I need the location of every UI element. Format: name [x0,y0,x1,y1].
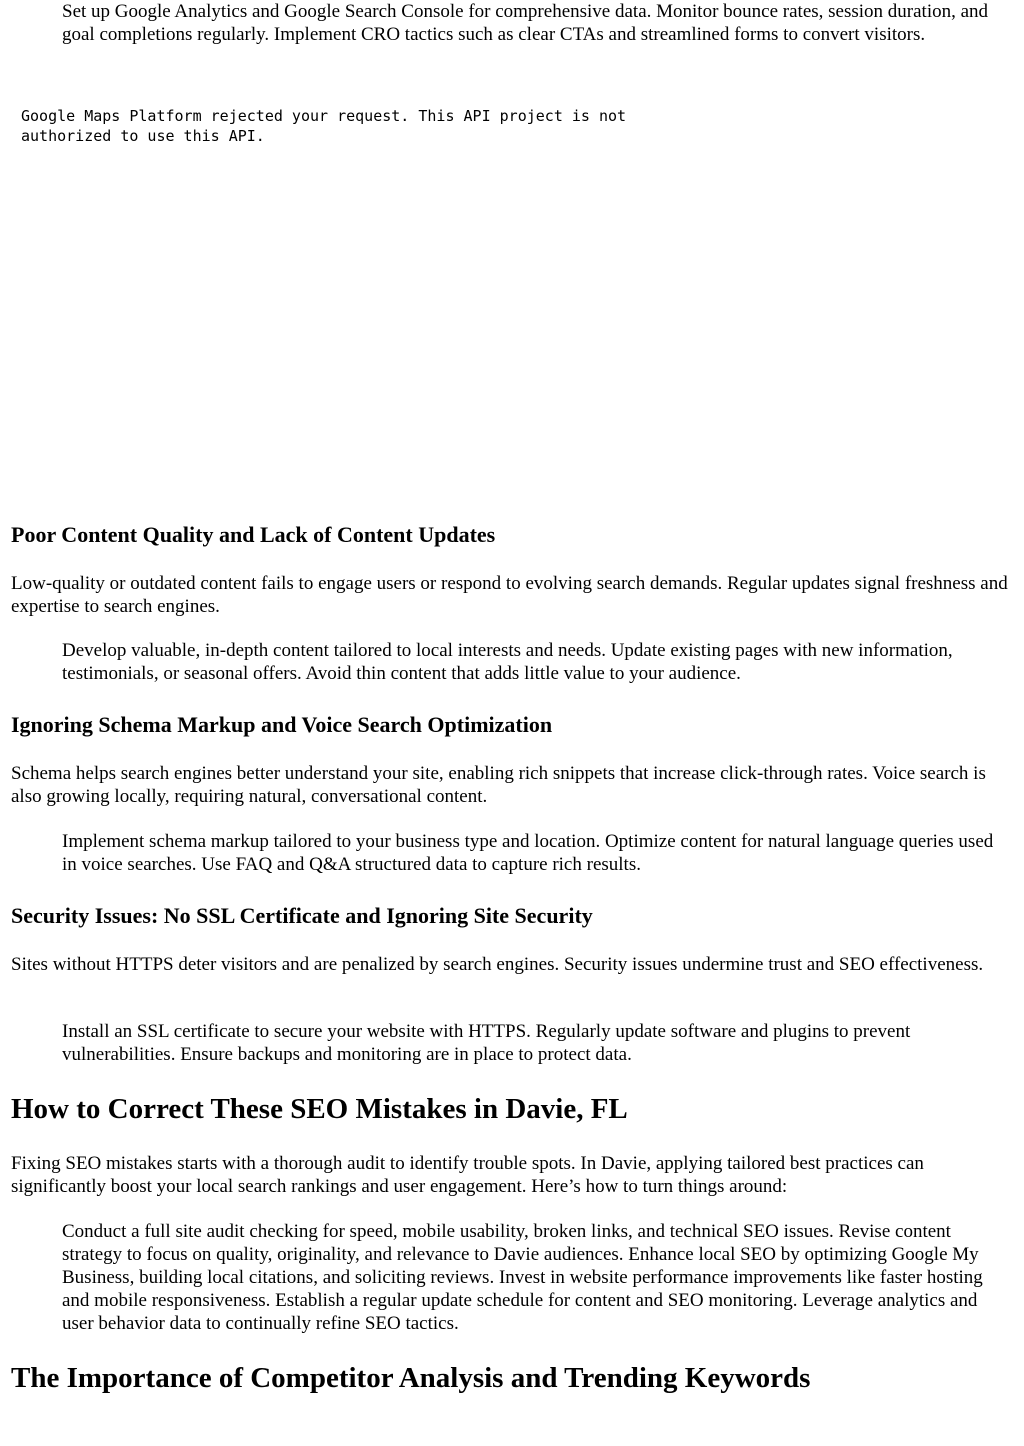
competitor-heading: The Importance of Competitor Analysis and Trending Keywords [11,1362,811,1394]
content-quality-tips: Develop valuable, in-depth content tailored to local interests and needs. Update existing pages with new information, testimonials, or seasonal offers. Avoid thin content that adds little value to your audience. [62,640,953,684]
correction-tips: Conduct a full site audit checking for speed, mobile usability, broken links, and technical SEO issues. Revise content strategy to focus on quality, originality, and relevance to Davie audiences. Enhance local SEO by optimizing Google My Business, building local citations, and soliciting reviews. Invest in website performance improvements like faster hosting and mobile responsiveness. Establish a regular update schedule for content and SEO monitoring. Leverage analytics and user behavior data to continually refine SEO tactics. [62,1221,983,1334]
correction-heading: How to Correct These SEO Mistakes in Davie, FL [11,1093,628,1125]
content-quality-heading: Poor Content Quality and Lack of Content Updates [11,522,496,547]
map-embed[interactable] [11,96,1009,496]
schema-heading: Ignoring Schema Markup and Voice Search Optimization [11,712,553,737]
security-tips: Install an SSL certificate to secure your website with HTTPS. Regularly update software and plugins to prevent vulnerabilities. Ensure backups and monitoring are in place to protect data. [62,1021,911,1065]
content-quality-body: Low-quality or outdated content fails to engage users or respond to evolving search demands. Regular updates signal freshness and expertise to search engines. [11,573,1008,617]
map-error-message: Google Maps Platform rejected your request. This API project is not authorized to use this API. [21,107,627,145]
correction-body: Fixing SEO mistakes starts with a thorough audit to identify trouble spots. In Davie, applying tailored best practices can significantly boost your local search rankings and user engagement. Here’s how to turn things around: [11,1153,924,1197]
security-heading: Security Issues: No SSL Certificate and Ignoring Site Security [11,903,593,928]
schema-tips: Implement schema markup tailored to your business type and location. Optimize content for natural language queries used in voice searches. Use FAQ and Q&A structured data to capture rich results. [62,831,994,875]
security-body: Sites without HTTPS deter visitors and are penalized by search engines. Security issues undermine trust and SEO effectiveness. [11,954,984,975]
analytics-tips-paragraph: Set up Google Analytics and Google Search Console for comprehensive data. Monitor bounce rates, session duration, and goal completions regularly. Implement CRO tactics such as clear CTAs and streamlined forms to convert visitors. [62,1,989,45]
schema-body: Schema helps search engines better understand your site, enabling rich snippets that increase click-through rates. Voice search is also growing locally, requiring natural, conversational content. [11,763,986,807]
